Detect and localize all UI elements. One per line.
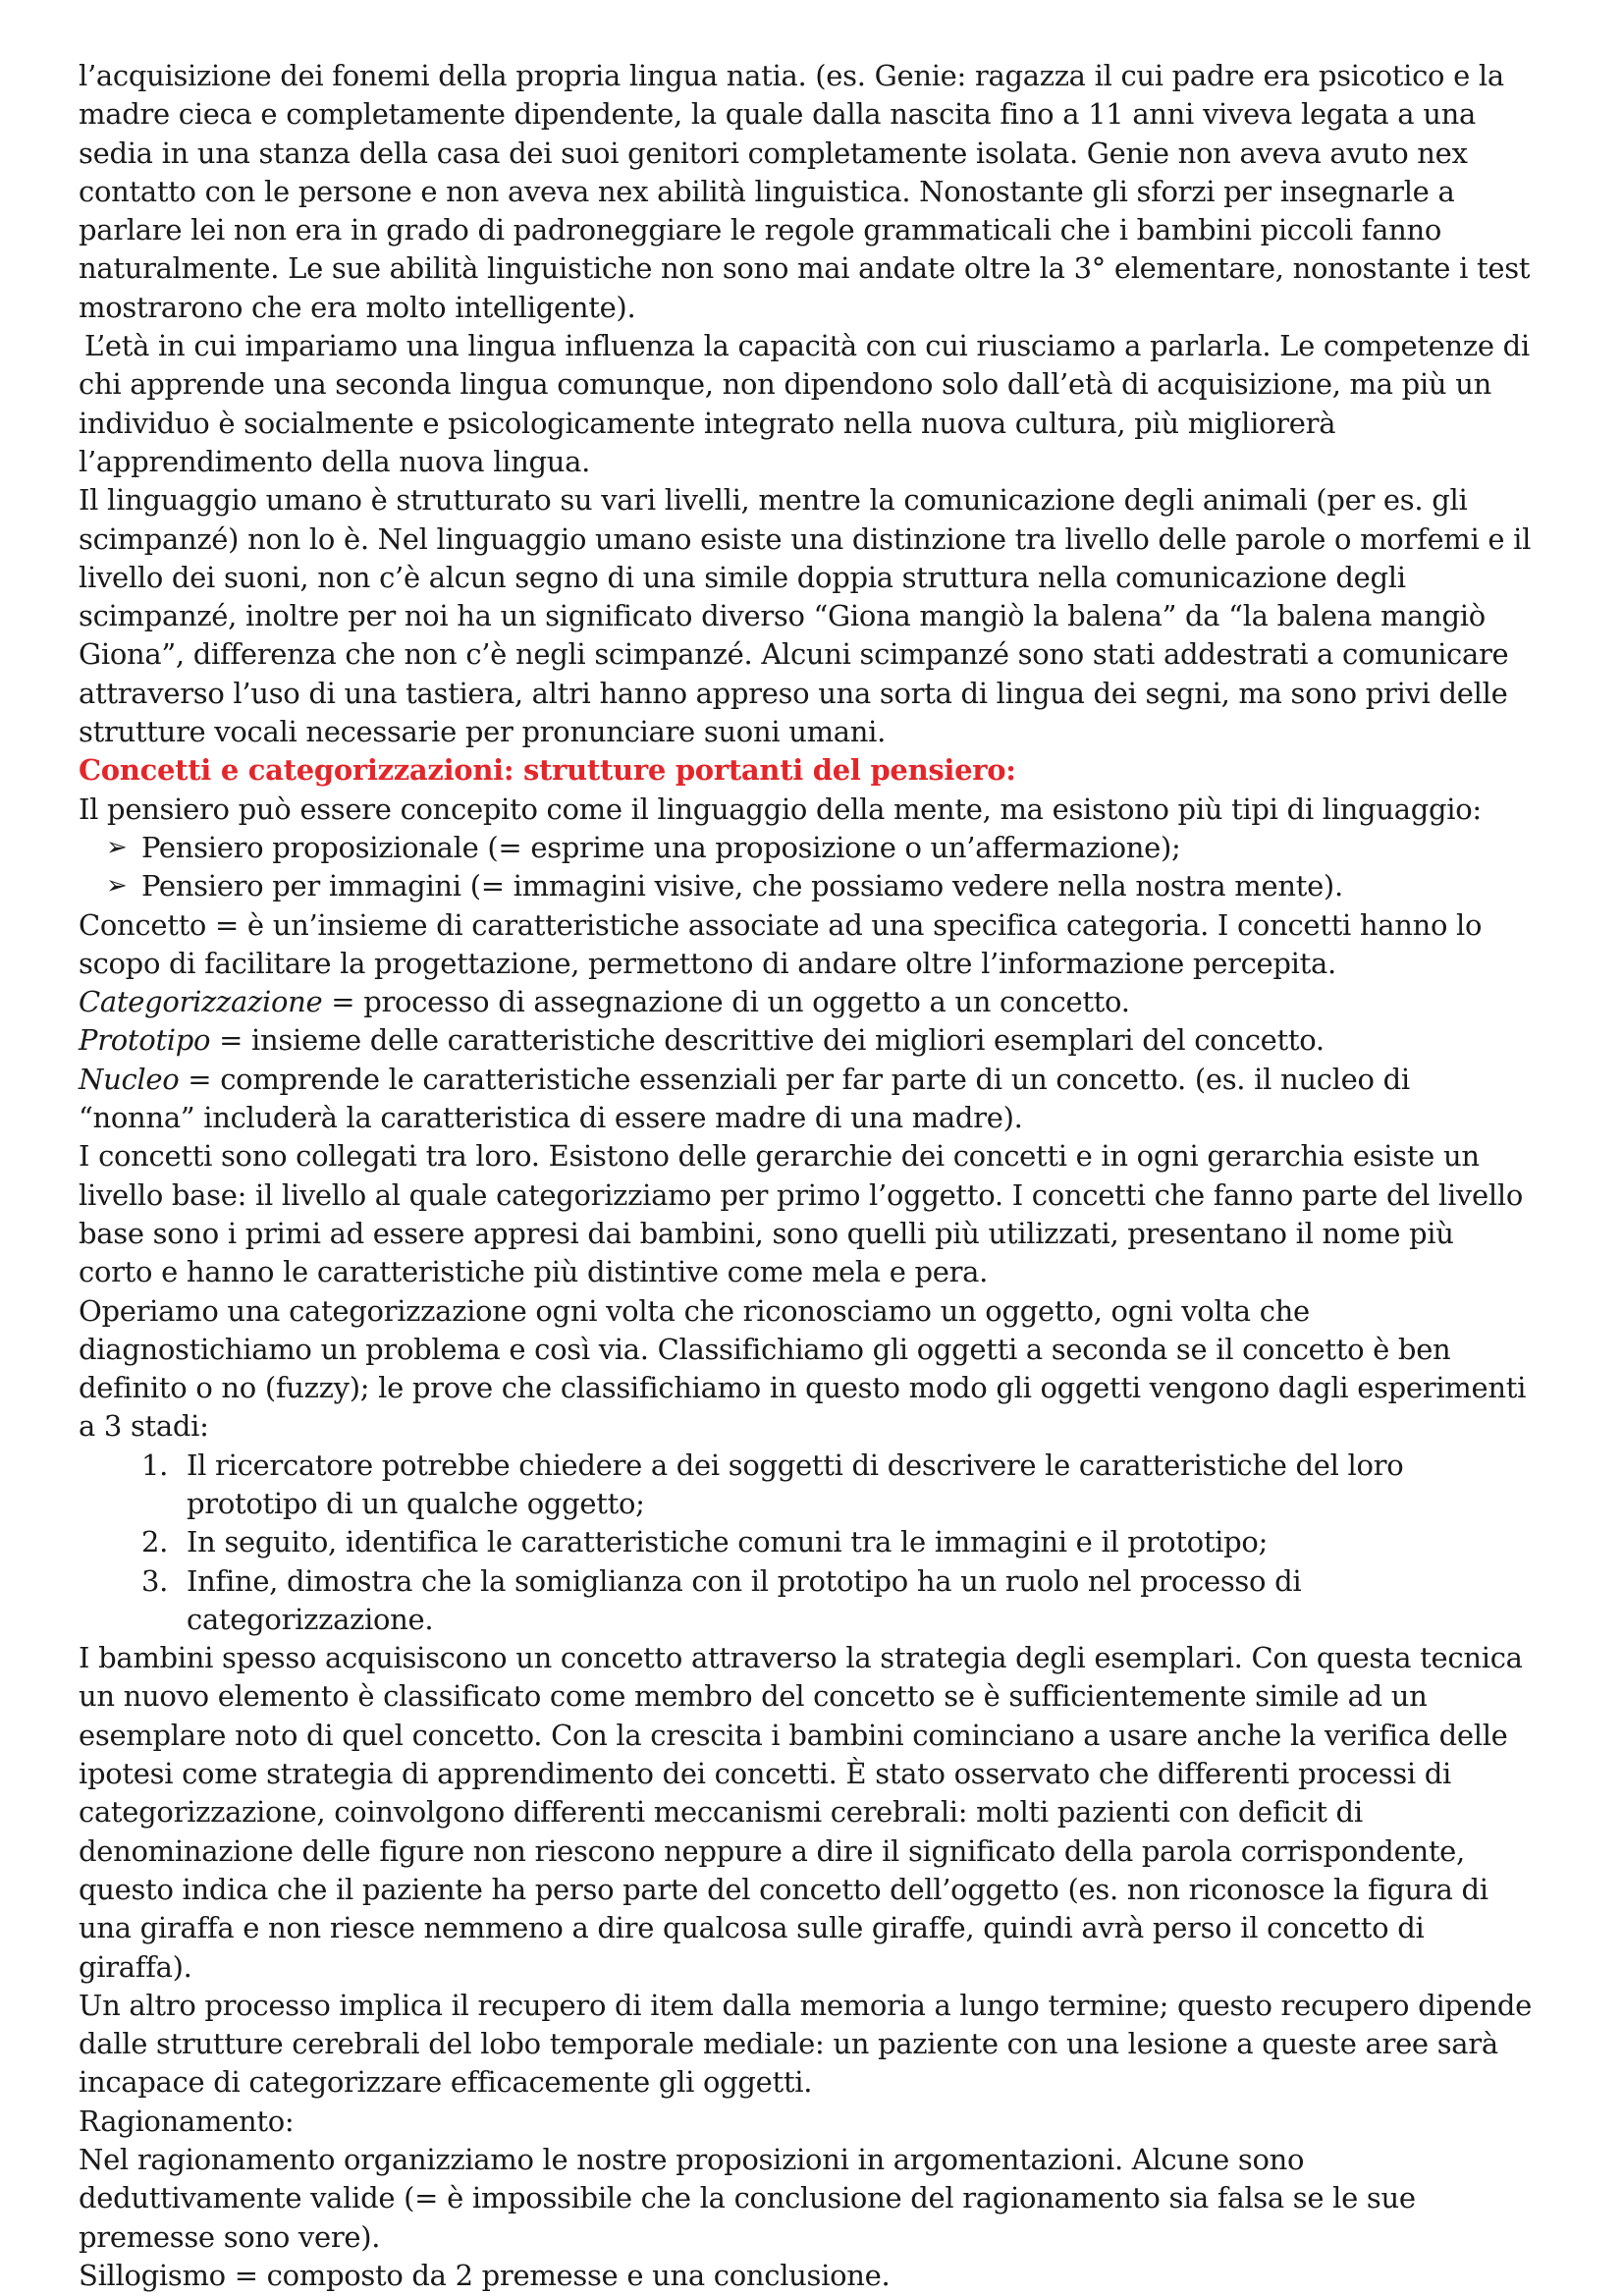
nucleus-term: Nucleo <box>79 1062 180 1096</box>
prototype-term: Prototipo <box>79 1023 211 1058</box>
children-paragraph: I bambini spesso acquisiscono un concetto attraverso la strategia degli esemplari. Con questa tecnica un nuovo elemento è classificato come membro del concetto se è sufficientemente simile ad un esemplare noto di quel concetto. Con la crescita i bambini cominciano a usare anche la verifica delle ipotesi come strategia di apprendimento dei concetti. È stato osservato che differenti processi di categorizzazione, coinvolgono differenti meccanismi cerebrali: molti pazienti con deficit di denominazione delle figure non riescono neppure a dire il significato della parola corrispondente, questo indica che il paziente ha perso parte del concetto dell’oggetto (es. non riconosce la figura di una giraffa e non riesce nemmeno a dire qualcosa sulle giraffe, quindi avrà perso il concetto di giraffa). <box>79 1641 1523 1984</box>
list-item-text: Pensiero proposizionale (= esprime una proposizione o un’affermazione); <box>141 830 1181 864</box>
syllogism-definition: Sillogismo = composto da 2 premesse e una conclusione. <box>79 2258 891 2292</box>
section-heading: Concetti e categorizzazioni: strutture portanti del pensiero: <box>79 753 1016 788</box>
prototype-definition <box>79 1021 1532 1060</box>
age-paragraph: L’età in cui impariamo una lingua influenza la capacità con cui riusciamo a parlarla. Le competenze di chi apprende una seconda lingua comunque, non dipendono solo dall’età di acquisizione, ma più un individuo è socialmente e psicologicamente integrato nella nuova cultura, più migliorerà l’apprendimento della nuova lingua. <box>79 329 1530 478</box>
categorization-text: = processo di assegnazione di un oggetto a un concetto. <box>322 985 1130 1019</box>
reasoning-paragraph: Nel ragionamento organizziamo le nostre proposizioni in argomentazioni. Alcune sono deduttivamente valide (= è impossibile che la conclusione del ragionamento sia falsa se le sue premesse sono vere). <box>79 2143 1416 2254</box>
intro-paragraph: l’acquisizione dei fonemi della propria lingua natia. (es. Genie: ragazza il cui padre era psicotico e la madre cieca e completamente dipendente, la quale dalla nascita fino a 11 anni viveva legata a una sedia in una stanza della casa dei suoi genitori completamente isolata. Genie non aveva avuto nex contatto con le persone e non aveva nex abilità linguistica. Nonostante gli sforzi per insegnarle a parlare lei non era in grado di padroneggiare le regole grammaticali che i bambini piccoli fanno naturalmente. Le sue abilità linguistiche non sono mai andate oltre la 3° elementare, nonostante i test mostrarono che era molto intelligente). <box>79 59 1531 324</box>
list-item: 2. In seguito, identifica le caratteristiche comuni tra le immagini e il prototipo; <box>177 1523 1532 1561</box>
concept-definition: Concetto = è un’insieme di caratteristiche associate ad una specifica categoria. I concetti hanno lo scopo di facilitare la progettazione, permettono di andare oltre l’informazione percepita. <box>79 907 1483 980</box>
nucleus-definition <box>79 1061 1532 1138</box>
categorize-paragraph: Operiamo una categorizzazione ogni volta che riconosciamo un oggetto, ogni volta che diagnostichiamo un problema e così via. Classifichiamo gli oggetti a seconda se il concetto è ben definito o no (fuzzy); le prove che classifichiamo in questo modo gli oggetti vengono dagli esperimenti a 3 stadi: <box>79 1293 1527 1444</box>
document-page <box>79 57 1532 2295</box>
thought-intro: Il pensiero può essere concepito come il linguaggio della mente, ma esistono più tipi di linguaggio: <box>79 792 1482 826</box>
stages-list <box>79 1447 1532 1639</box>
arrow-bullet-icon: ➢ <box>106 871 128 902</box>
hierarchy-paragraph: I concetti sono collegati tra loro. Esistono delle gerarchie dei concetti e in ogni gerarchia esiste un livello base: il livello al quale categorizziamo per primo l’oggetto. I concetti che fanno parte del livello base sono i primi ad essere appresi dai bambini, sono quelli più utilizzati, presentano il nome più corto e hanno le caratteristiche più distintive come mela e pera. <box>79 1139 1523 1289</box>
list-item: 1. Il ricercatore potrebbe chiedere a dei soggetti di descrivere le caratteristiche del loro prototipo di un qualche oggetto; <box>177 1447 1532 1524</box>
prototype-text: = insieme delle caratteristiche descrittive dei migliori esemplari del concetto. <box>210 1023 1325 1058</box>
list-item-text: Pensiero per immagini (= immagini visive, che possiamo vedere nella nostra mente). <box>141 869 1343 903</box>
reasoning-heading: Ragionamento: <box>79 2104 295 2138</box>
thought-types-list <box>79 829 1532 906</box>
list-item <box>106 829 1532 867</box>
categorization-term: Categorizzazione <box>79 985 323 1019</box>
list-item <box>106 867 1532 905</box>
arrow-bullet-icon: ➢ <box>106 832 128 862</box>
memory-paragraph: Un altro processo implica il recupero di item dalla memoria a lungo termine; questo recupero dipende dalle strutture cerebrali del lobo temporale mediale: un paziente con una lesione a queste aree sarà incapace di categorizzare efficacemente gli oggetti. <box>79 1988 1532 2100</box>
categorization-definition <box>79 983 1532 1021</box>
animals-paragraph: Il linguaggio umano è strutturato su vari livelli, mentre la comunicazione degli animali (per es. gli scimpanzé) non lo è. Nel linguaggio umano esiste una distinzione tra livello delle parole o morfemi e il livello dei suoni, non c’è alcun segno di una simile doppia struttura nella comunicazione degli scimpanzé, inoltre per noi ha un significato diverso “Giona mangiò la balena” da “la balena mangiò Giona”, differenza che non c’è negli scimpanzé. Alcuni scimpanzé sono stati addestrati a comunicare attraverso l’uso di una tastiera, altri hanno appreso una sorta di lingua dei segni, ma sono privi delle strutture vocali necessarie per pronunciare suoni umani. <box>79 483 1532 749</box>
nucleus-text: = comprende le caratteristiche essenziali per far parte di un concetto. (es. il nucleo di “nonna” includerà la caratteristica di essere madre di una madre). <box>79 1062 1410 1135</box>
list-item: 3. Infine, dimostra che la somiglianza con il prototipo ha un ruolo nel processo di categorizzazione. <box>177 1562 1532 1640</box>
